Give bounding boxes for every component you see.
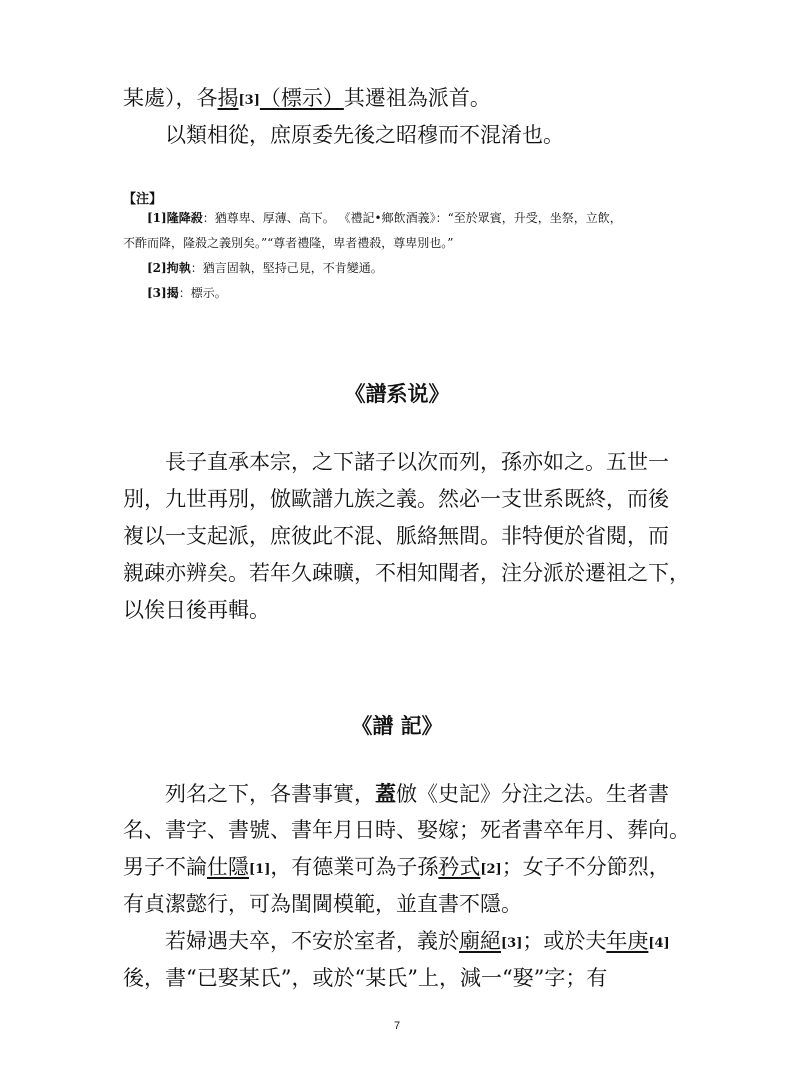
text-line: 以類相從，庶原委先後之昭穆而不混淆也。 [165, 123, 564, 147]
footnote-ref: [3] [238, 93, 260, 108]
note-ref: [3] [147, 286, 167, 300]
annotated-term: （標示） [259, 86, 344, 110]
annotated-term: 年庚 [606, 929, 649, 953]
paragraph-line: 別，九世再別，倣歐譜九族之義。然必一支世系既終，而後 [123, 487, 669, 511]
footnote-ref: [2] [480, 862, 502, 877]
section-heading: 《譜 記》 [351, 713, 443, 738]
paragraph-line: 長子直承本宗，之下諸子以次而列，孫亦如之。五世一 [165, 450, 669, 474]
text-segment: ；女子不分節烈， [501, 855, 670, 879]
note-text: ：猶尊卑、厚薄、高下。 《禮記•鄉飲酒義》：“至於眾賓，升受，坐祭，立飲， [202, 211, 622, 225]
note-text: ：標示。 [178, 286, 227, 300]
text-segment: 倣《史記》分注之法。生者書 [396, 782, 669, 806]
paragraph-line [165, 783, 669, 805]
section-heading: 《譜系说》 [344, 381, 450, 406]
footnote-ref: [3] [501, 936, 523, 951]
paragraph-line: 後，書“已娶某氏”，或於“某氏”上，減一“娶”字；有 [123, 966, 608, 990]
text-segment: 男子不論 [123, 855, 207, 879]
note-item [147, 212, 622, 224]
note-term: 揭 [166, 286, 179, 300]
text-segment: ，有德業可為子孫 [270, 855, 439, 879]
footnote-ref: [1] [249, 862, 271, 877]
paragraph-line: 名、書字、書號、書年月日時、娶嫁；死者書卒年月、葬向。 [123, 818, 690, 842]
paragraph-line: 有貞潔懿行，可為閨閫模範，並直書不隱。 [123, 892, 522, 916]
note-term: 拘執 [166, 261, 191, 275]
text-segment: 其遷祖為派首。 [343, 86, 491, 110]
paragraph-line [165, 931, 670, 952]
paragraph-line: 親疎亦辨矣。若年久疎曠，不相知聞者，注分派於遷祖之下， [123, 561, 690, 585]
text-line [123, 88, 491, 109]
text-segment: ；或於夫 [522, 929, 607, 953]
text-segment: 若婦遇夫卒，不安於室者，義於 [165, 929, 459, 953]
note-ref: [1] [147, 211, 167, 225]
note-continuation: 不酢而降，隆殺之義別矣。”“尊者禮隆，卑者禮殺，尊卑別也。” [123, 236, 454, 250]
note-text: ：猶言固執，堅持己見，不肯變通。 [190, 261, 383, 275]
paragraph-line: 以俟日後再輯。 [123, 598, 270, 622]
annotated-term: 廟絕 [459, 929, 501, 953]
text-segment: 列名之下，各書事實， [165, 782, 375, 806]
text-segment: 某處），各 [123, 86, 218, 110]
note-term: 隆降殺 [166, 211, 203, 225]
note-item [147, 287, 227, 299]
annotated-term: 揭 [217, 86, 239, 110]
note-item [147, 262, 383, 274]
annotated-term: 矜式 [438, 855, 481, 879]
page-number: 7 [393, 1020, 401, 1032]
annotated-term: 仕隱 [207, 855, 249, 879]
emphasized-term: 蓋 [375, 781, 396, 806]
paragraph-line: 複以一支起派，庶彼此不混、脈絡無間。非特便於省閱，而 [123, 524, 669, 548]
paragraph-line [123, 857, 670, 878]
notes-heading: 【注】 [123, 192, 163, 207]
footnote-ref: [4] [648, 936, 670, 951]
note-ref: [2] [147, 261, 167, 275]
